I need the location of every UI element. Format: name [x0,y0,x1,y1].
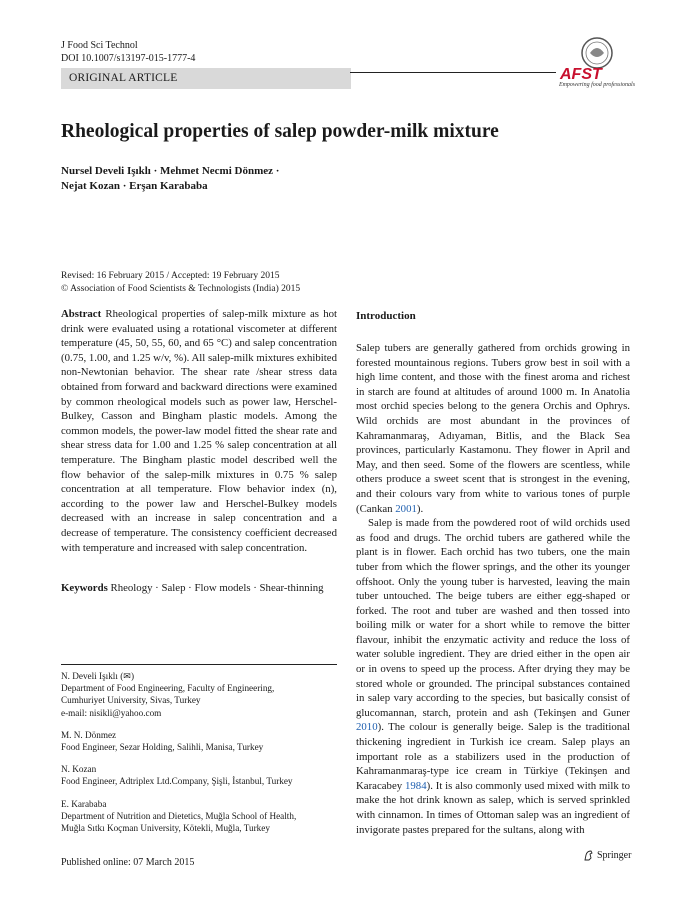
introduction-body [356,341,630,837]
journal-name: J Food Sci Technol [61,40,138,51]
abstract [61,307,337,555]
affiliation-1 [61,670,337,719]
affiliation-divider [61,664,337,665]
author-line-1: Nursel Develi Işıklı · Mehmet Necmi Dönmez · [61,165,280,177]
section-heading-introduction: Introduction [356,310,416,322]
author-list [61,164,279,194]
keywords-label: Keywords [61,582,108,595]
doi[interactable]: DOI 10.1007/s13197-015-1777-4 [61,53,196,64]
affiliation-author: N. Develi Işıklı (✉) [61,671,135,681]
logo-wordmark: AFST [560,66,602,83]
paragraph: Salep is made from the powdered root of wild orchids used as food and drugs. The orchid tubers are gathered while the plant is in flower. Each orchid has two tubers, one the main tuber from which the flower springs, and the other its younger offshoot. Only the young tuber is harvested, leaving the main tuber untouched. The beige tubers are either egg-shaped or forked. The root and tuber are washed and then tossed into boiling milk or water for a short while to remove the bitter flavour, inhibit the enzymatic activity and reduce the loss of water soluble ingredient. They are dried either in the open air or in ovens to speed up the process. After drying they may be stored whole or grounded. The principal substances contained in salep vary according to the species, but basically consist of glucomannan, starch, protein and ash (Tekinşen and Guner 2010). The colour is generally beige. Salep is the traditional thickening ingredient in Turkish ice cream. Salep plays an important role as a stabilizers used in the production of Kahramanmaraş-type ice cream in Türkiye (Tekinşen and Karacabey 1984). It is also commonly used mixed with milk to make the hot drink known as salep, which is served sprinkled with cinnamon. In times of Ottoman salep was an ingredient of invigorate pastes prepared for the sultans, along with [356,517,630,836]
logo-tagline: Empowering food professionals [558,82,636,88]
paragraph: Salep tubers are generally gathered from orchids growing in forested mountainous regions. Tubers grow best in soil with a high lime content, and those with the finest aroma and richest in starch are found at altitudes of around 1000 m. In Anatolia most orchid species belong to the genera Orchis and Ophrys. Wild orchids are most abundant in the provinces of Kahramanmaraş, Adıyaman, Bitlis, and the Black Sea provinces, particularly Kastamonu. They flower in April and May, and then seed. Some of the flowers are scentless, while others produce a sweet scent that is strongest in the evening, and their colours vary from white to various tones of purple (Cankan 2001). [356,342,630,515]
journal-header [61,39,195,65]
citation-link[interactable]: 2001 [395,502,417,515]
affiliations [61,670,337,844]
affiliation-line: Department of Food Engineering, Faculty of Engineering, [61,683,275,694]
publisher-mark [583,850,631,861]
abstract-text: Rheological properties of salep-milk mixture as hot drink were evaluated using a rotational viscometer at different temperature (45, 50, 55, 60, and 65 °C) and salep concentration (0.75, 1.00, and 1.25 w/v, %). All salep-milk mixtures exhibited non-Newtonian behavior. The shear rate /shear stress data obtained from forward and backward directions were examined by common rheological models such as power law, Herschel-Bulkey, Casson and Bingham plastic models. Among the common models, the power-law model fitted the shear rate and shear stress data for 1.00 and 1.25 % salep concentration at all temperature. The Bingham plastic model described well the flow behavior of the salep-milk mixtures in 0.75 % salep concentration at all temperature. Flow behavior index (n), according to the power law and Herschel-Bulkey models decreased with an increase in salep concentration and a decrease of temperature. The consistency coefficient decreased with temperature and increased with salep concentration. [61,308,337,554]
abstract-label: Abstract [61,308,102,320]
afst-logo-icon [556,35,638,83]
paper-title: Rheological properties of salep powder-milk mixture [61,121,499,142]
affiliation-author: N. Kozan [61,764,97,775]
springer-horse-icon [583,850,594,861]
affiliation-line: Department of Nutrition and Dietetics, Muğla School of Health, [61,810,297,821]
revised-accepted: Revised: 16 February 2015 / Accepted: 19 February 2015 [61,271,280,281]
left-column [61,307,337,595]
author-line-2: Nejat Kozan · Erşan Karababa [61,180,208,192]
header-divider [350,72,556,73]
keywords-text: Rheology · Salep · Flow models · Shear-thinning [110,582,324,595]
afst-logo [556,35,638,95]
affiliation-email[interactable]: e-mail: nisikli@yahoo.com [61,707,162,718]
keywords [61,581,337,595]
affiliation-line: Cumhuriyet University, Sivas, Turkey [61,695,201,706]
affiliation-line: Food Engineer, Sezar Holding, Salihli, Manisa, Turkey [61,742,264,753]
citation-link[interactable]: 2010 [356,721,378,734]
affiliation-line: Muğla Sıtkı Koçman University, Kötekli, Muğla, Turkey [61,823,270,834]
affiliation-4 [61,798,337,835]
affiliation-author: M. N. Dönmez [61,729,117,740]
publisher-name: Springer [597,850,632,861]
affiliation-author: E. Karababa [61,798,107,809]
affiliation-line: Food Engineer, Adtriplex Ltd.Company, Şişli, İstanbul, Turkey [61,776,293,787]
article-type-banner: ORIGINAL ARTICLE [61,68,351,89]
citation-link[interactable]: 1984 [405,779,427,792]
affiliation-2 [61,729,337,753]
copyright: © Association of Food Scientists & Technologists (India) 2015 [61,283,301,294]
affiliation-3 [61,763,337,787]
published-online: Published online: 07 March 2015 [61,857,195,868]
publication-dates [61,270,300,295]
right-column [356,309,630,837]
